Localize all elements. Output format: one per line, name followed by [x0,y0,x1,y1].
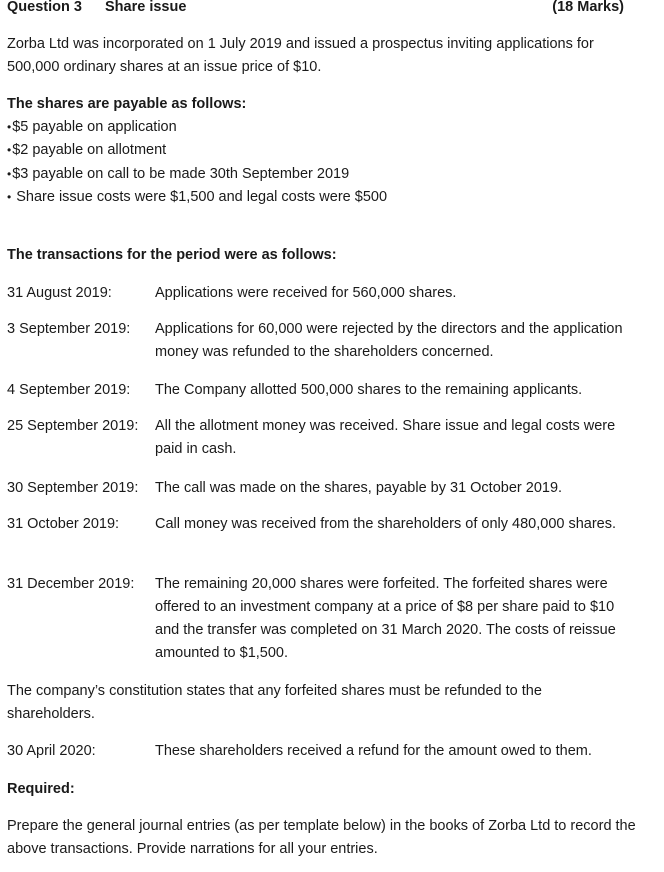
bullet-icon: • [7,143,12,158]
transaction-date: 30 April 2020: [7,743,96,759]
list-item: •$5 payable on application [7,119,177,135]
question-marks: (18 Marks) [552,0,624,15]
transaction-text: These shareholders received a refund for the amount owed to them. [155,743,592,759]
transaction-text: Call money was received from the shareholders of only 480,000 shares. [155,516,617,532]
bullet-icon: • [7,120,12,134]
transaction-date: 30 September 2019: [7,480,139,496]
list-item: •$3 payable on call to be made 30th September 2019 [7,165,350,182]
required-heading: Required: [7,781,75,797]
question-title: Share issue [105,0,187,15]
list-item: •$2 payable on allotment [7,142,167,159]
transaction-date: 31 August 2019: [7,285,112,301]
transaction-date: 31 October 2019: [7,516,120,532]
transaction-date: 31 December 2019: [7,576,135,592]
bullet-icon: • [7,166,12,181]
transaction-text: The remaining 20,000 shares were forfeited. The forfeited shares were offered to an investment company at a price of $8 per share paid to $10 and the transfer was completed on 31 March 2020. The costs of reissue amounted to $1,500. [155,576,616,661]
transaction-date: 3 September 2019: [7,321,131,337]
question-page [7,0,657,857]
required-instructions: Prepare the general journal entries (as per template below) in the books of Zorba Ltd to record the above transactions. Provide narrations for all your entries. [7,818,636,857]
transaction-text: Applications were received for 560,000 shares. [155,285,457,301]
transaction-date: 4 September 2019: [7,382,131,398]
transaction-date: 25 September 2019: [7,418,139,434]
transactions-heading: The transactions for the period were as follows: [7,247,337,263]
transaction-text: Applications for 60,000 were rejected by the directors and the application money was refunded to the shareholders concerned. [155,321,623,360]
transaction-text: All the allotment money was received. Share issue and legal costs were paid in cash. [155,418,616,457]
constitution-paragraph: The company’s constitution states that any forfeited shares must be refunded to the shareholders. [7,683,542,722]
bullet-icon: • [7,189,12,204]
transaction-text: The call was made on the shares, payable by 31 October 2019. [155,480,563,496]
intro-paragraph: Zorba Ltd was incorporated on 1 July 2019 and issued a prospectus inviting applications for 500,000 ordinary shares at an issue price of $10. [7,36,594,75]
transaction-text: The Company allotted 500,000 shares to the remaining applicants. [155,382,583,398]
list-item: • Share issue costs were $1,500 and legal costs were $500 [7,188,388,205]
question-number: Question 3 [7,0,82,15]
payable-heading: The shares are payable as follows: [7,96,247,112]
question-header [7,0,657,17]
payable-list [7,116,387,209]
